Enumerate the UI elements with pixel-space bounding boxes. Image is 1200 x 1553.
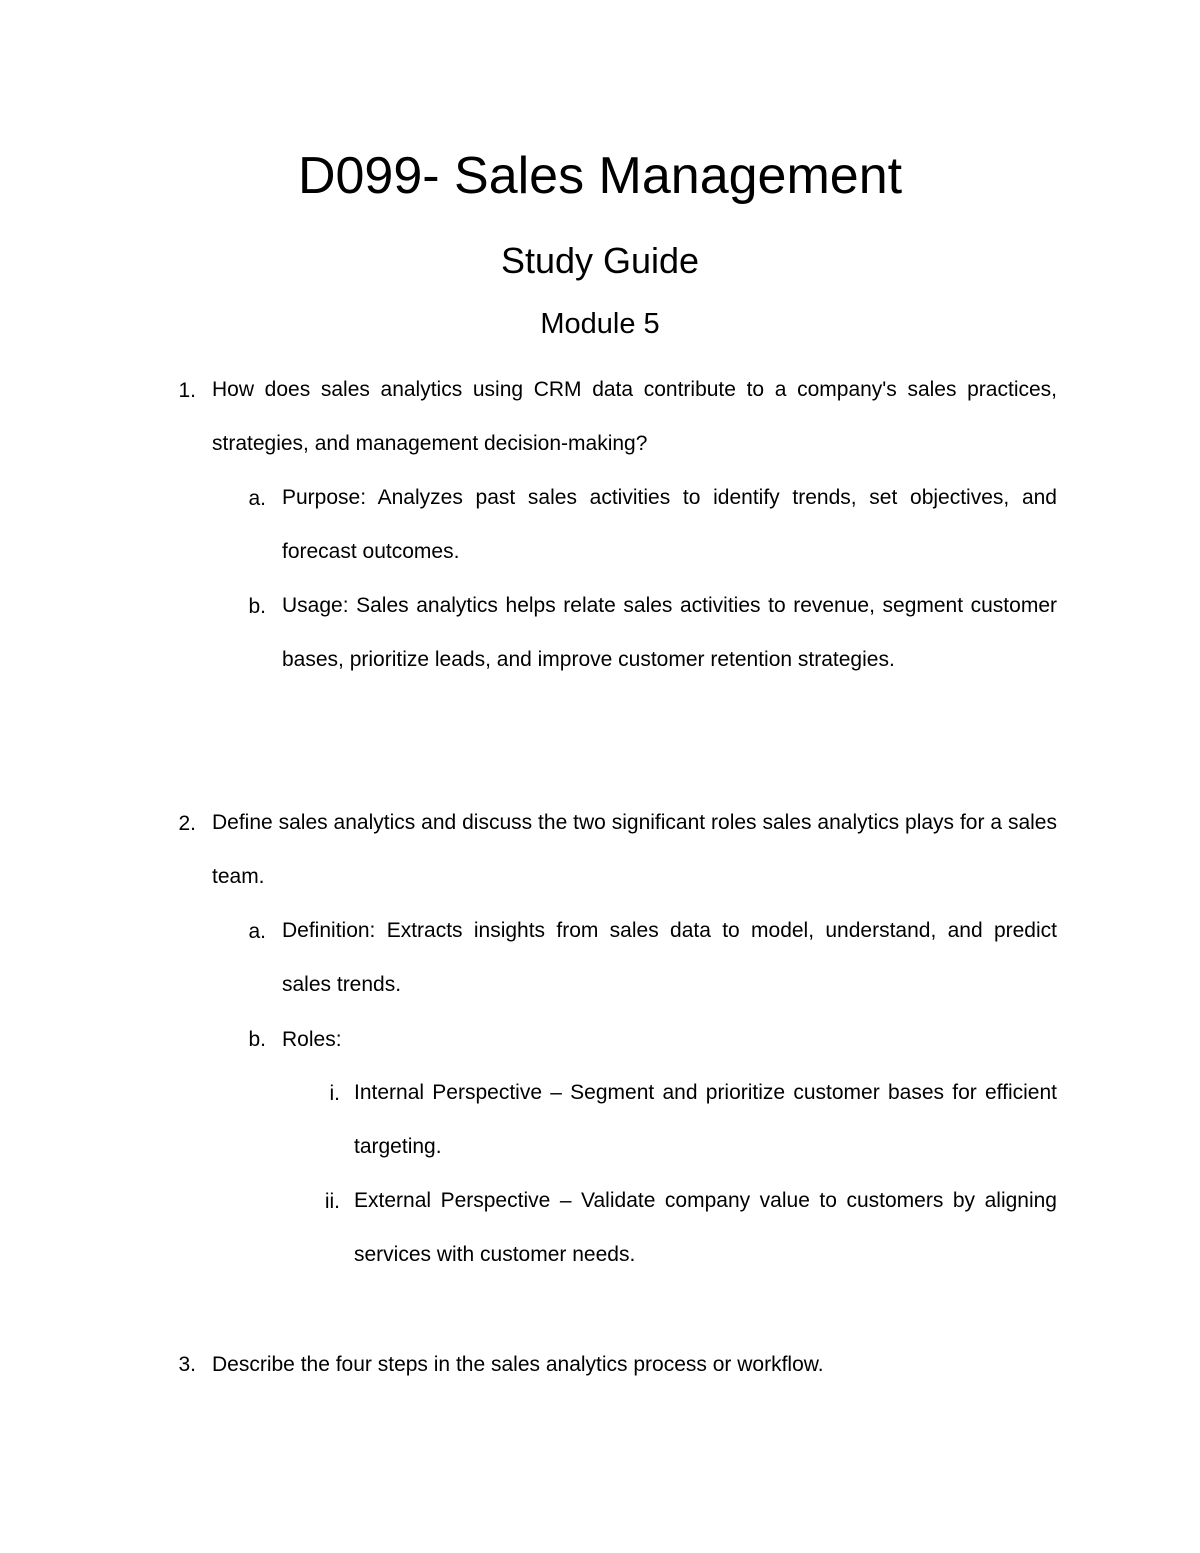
question-1-item-b-marker: b.	[248, 595, 266, 618]
question-2-subitem-ii-text: External Perspective – Validate company value to customers by aligning services with customer needs.	[354, 1189, 1057, 1267]
question-1-item-b-text: Usage: Sales analytics helps relate sales activities to revenue, segment customer bases, prioritize leads, and improve customer retention strategies.	[282, 594, 1057, 672]
question-2-number: 2.	[178, 812, 196, 835]
document-subtitle: Study Guide	[500, 240, 700, 281]
question-2-item-a-marker: a.	[248, 920, 266, 943]
question-3-number: 3.	[178, 1353, 196, 1376]
question-2-text: Define sales analytics and discuss the two significant roles sales analytics plays for a sales team.	[212, 811, 1057, 889]
question-2-subitem-i-text: Internal Perspective – Segment and prioritize customer bases for efficient targeting.	[354, 1081, 1057, 1159]
question-2-item-a-text: Definition: Extracts insights from sales data to model, understand, and predict sales trends.	[282, 919, 1057, 997]
question-2-item-b-marker: b.	[248, 1028, 266, 1051]
module-heading: Module 5	[540, 308, 660, 340]
question-1-text: How does sales analytics using CRM data contribute to a company's sales practices, strategies, and management decision-making?	[212, 378, 1057, 456]
question-1-number: 1.	[178, 379, 196, 402]
question-2-subitem-ii-marker: ii.	[324, 1190, 340, 1213]
question-3-text: Describe the four steps in the sales analytics process or workflow.	[212, 1353, 824, 1376]
question-1-item-a-text: Purpose: Analyzes past sales activities to identify trends, set objectives, and forecast outcomes.	[282, 486, 1057, 564]
question-2-subitem-i-marker: i.	[329, 1082, 340, 1105]
question-2-item-b-text: Roles:	[282, 1028, 342, 1051]
document-title: D099- Sales Management	[297, 147, 903, 205]
question-1-item-a-marker: a.	[248, 487, 266, 510]
